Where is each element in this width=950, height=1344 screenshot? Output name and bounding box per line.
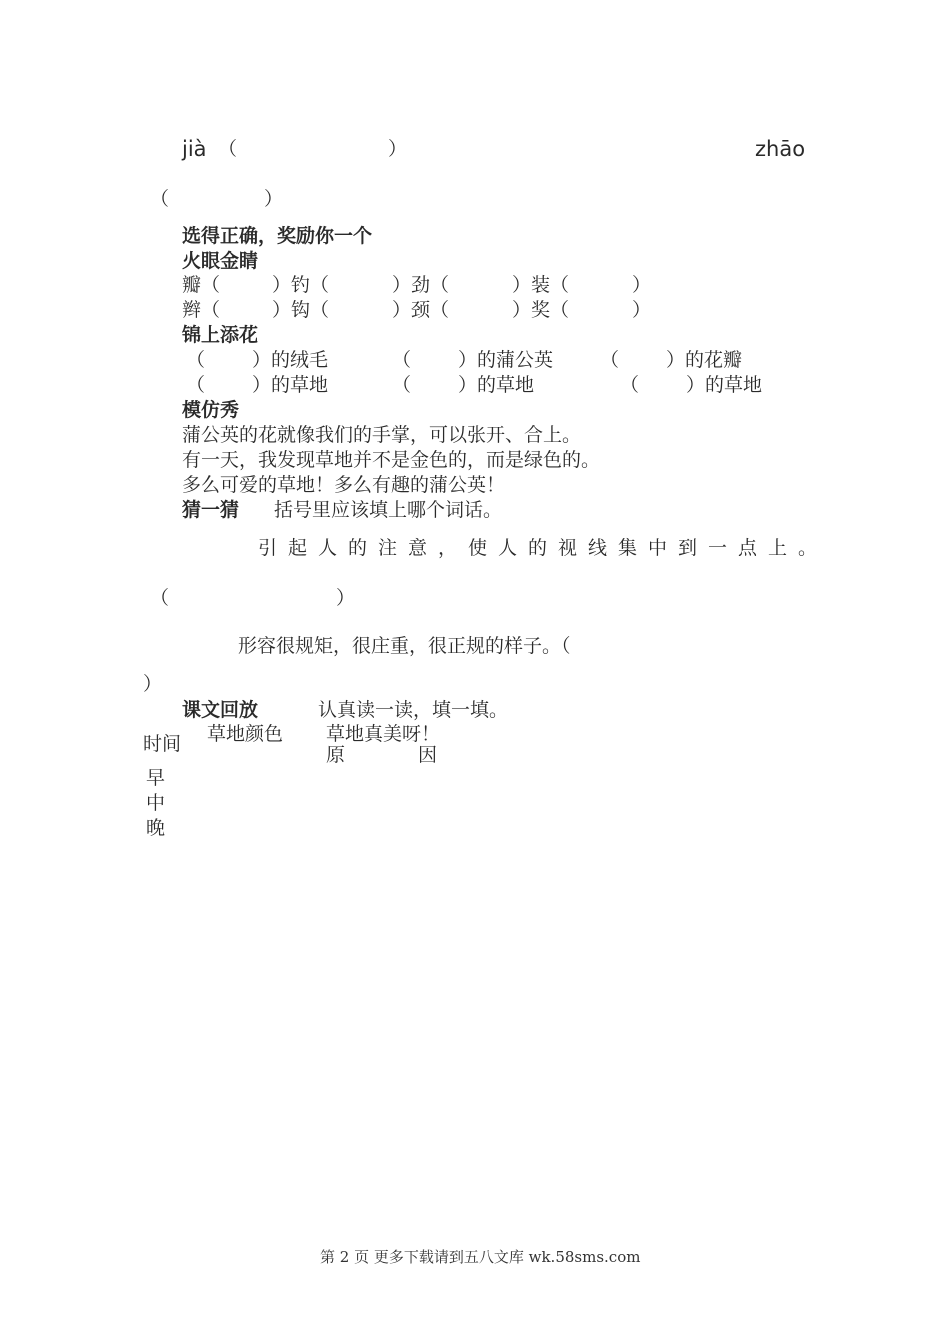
review-row-noon: 中 [146, 792, 166, 814]
flowers-row-2-label-2: ）的草地 [458, 374, 535, 396]
pinyin-zhao: zhāo [755, 137, 806, 161]
flowers-row-2-open-3: （ [620, 374, 640, 396]
flowers-row-1-open-3: （ [600, 349, 620, 371]
review-row-morning: 早 [146, 767, 166, 789]
select-row-1-b: ）钓（ [272, 274, 330, 296]
review-instruction: 认真读一读，填一填。 [318, 699, 509, 721]
flowers-row-1-open-1: （ [186, 349, 206, 371]
select-row-2-b: ）钩（ [272, 299, 330, 321]
flowers-row-2-label-3: ）的草地 [686, 374, 763, 396]
guess-clue-1-close: ） [336, 587, 356, 609]
section-title-guess: 猜一猜 [182, 499, 240, 521]
review-header-color: 草地颜色 [207, 723, 284, 745]
flowers-row-1-open-2: （ [392, 349, 412, 371]
section-title-flowers: 锦上添花 [182, 324, 259, 346]
review-header-reason-title: 草地真美呀！ [326, 723, 441, 745]
section-title-eyes: 火眼金睛 [182, 250, 259, 272]
section-title-imitate: 模仿秀 [182, 399, 240, 421]
select-row-1-e: ） [632, 274, 652, 296]
pinyin-jia-close-paren: ） [388, 138, 408, 160]
review-row-evening: 晚 [146, 817, 166, 839]
guess-clue-2-close: ） [143, 673, 163, 695]
pinyin-jia: jià [182, 137, 207, 161]
select-row-2-a: 辫（ [182, 299, 221, 321]
guess-clue-2: 形容很规矩，很庄重，很正规的样子。（ [238, 635, 571, 657]
page-footer: 第 2 页 更多下载请到五八文库 wk.58sms.com [320, 1248, 641, 1266]
review-header-time: 时间 [143, 733, 182, 755]
select-row-1-d: ）装（ [512, 274, 570, 296]
imitate-line-3: 多么可爱的草地！多么有趣的蒲公英！ [182, 474, 506, 496]
select-row-2-c: ）颈（ [392, 299, 450, 321]
pinyin-jia-open-paren: （ [218, 138, 238, 160]
flowers-row-1-label-1: ）的绒毛 [252, 349, 329, 371]
imitate-line-2: 有一天，我发现草地并不是金色的，而是绿色的。 [182, 449, 601, 471]
select-row-1-a: 瓣（ [182, 274, 221, 296]
flowers-row-2-open-1: （ [186, 374, 206, 396]
select-row-2-e: ） [632, 299, 652, 321]
guess-clue-1-open: （ [150, 587, 170, 609]
flowers-row-1-label-2: ）的蒲公英 [458, 349, 554, 371]
section-title-select: 选得正确，奖励你一个 [182, 225, 373, 247]
review-header-reason-right: 因 [418, 744, 438, 766]
review-header-reason-left: 原 [326, 744, 346, 766]
imitate-line-1: 蒲公英的花就像我们的手掌，可以张开、合上。 [182, 424, 582, 446]
section-title-review: 课文回放 [182, 699, 259, 721]
flowers-row-2-open-2: （ [392, 374, 412, 396]
select-row-1-c: ）劲（ [392, 274, 450, 296]
select-row-2-d: ）奖（ [512, 299, 570, 321]
flowers-row-1-label-3: ）的花瓣 [666, 349, 743, 371]
pinyin-zhao-paren: （ ） [150, 188, 284, 210]
flowers-row-2-label-1: ）的草地 [252, 374, 329, 396]
guess-instruction: 括号里应该填上哪个词话。 [274, 499, 503, 521]
guess-clue-1: 引起人的注意，使人的视线集中到一点上。 [258, 537, 829, 559]
